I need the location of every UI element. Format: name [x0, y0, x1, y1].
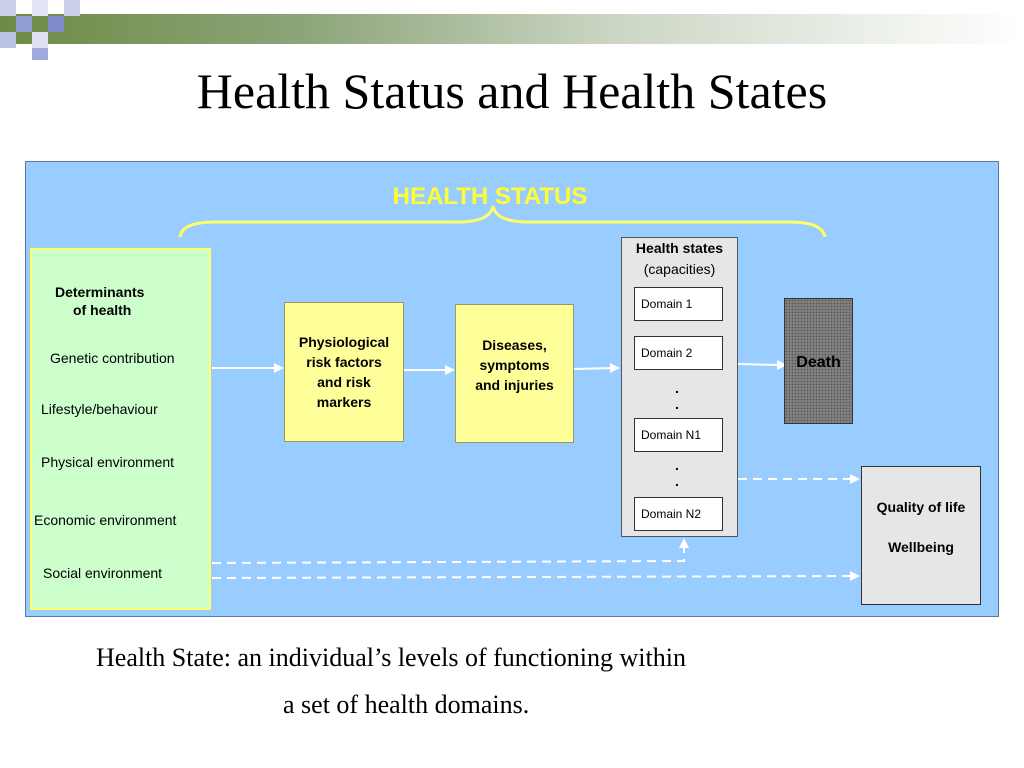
physiological-line: risk factors — [306, 354, 382, 370]
quality-of-life-box — [861, 466, 981, 605]
physiological-line: and risk — [317, 374, 371, 390]
dashed-arrow-to-domain-n2 — [212, 545, 684, 563]
diseases-box — [455, 304, 574, 443]
determinants-heading: Determinants — [55, 284, 145, 300]
health-states-box — [621, 237, 738, 537]
determinants-heading-line2: of health — [73, 302, 132, 318]
ellipsis-dot: . — [675, 380, 679, 396]
domain-box: Domain N1 — [634, 418, 723, 452]
determinant-item: Physical environment — [41, 454, 175, 470]
domain-box: Domain N2 — [634, 497, 723, 531]
arrow-health-states-to-death — [738, 364, 780, 365]
determinant-item: Social environment — [43, 565, 163, 581]
dashed-arrow-to-quality-of-life — [212, 576, 852, 578]
physiological-line: markers — [316, 394, 372, 410]
caption-line1: Health State: an individual’s levels of functioning within — [96, 643, 686, 672]
caption-line2: a set of health domains. — [283, 690, 530, 719]
physiological-box — [284, 302, 404, 442]
domain-box: Domain 2 — [634, 336, 723, 370]
determinant-item: Lifestyle/behaviour — [41, 401, 158, 417]
ellipsis-dot: . — [675, 396, 679, 412]
health-states-heading: Health states — [635, 240, 724, 256]
physiological-line: Physiological — [298, 334, 390, 350]
diseases-line: and injuries — [475, 376, 554, 393]
health-states-subheading: (capacities) — [643, 261, 716, 277]
death-label: Death — [796, 354, 841, 371]
health-status-label: HEALTH STATUS — [392, 183, 588, 210]
determinant-item: Genetic contribution — [50, 350, 175, 366]
determinant-item: Economic environment — [34, 512, 177, 528]
wellbeing-label: Wellbeing — [888, 539, 954, 555]
ellipsis-dot: . — [675, 473, 679, 489]
page-title: Health Status and Health States — [196, 63, 828, 119]
arrow-diseases-to-health-states — [574, 368, 614, 369]
quality-of-life-label: Quality of life — [876, 499, 966, 515]
ellipsis-dot: . — [675, 457, 679, 473]
diseases-line: Diseases, — [482, 336, 547, 353]
domain-box: Domain 1 — [634, 287, 723, 321]
diseases-line: symptoms — [479, 356, 550, 373]
